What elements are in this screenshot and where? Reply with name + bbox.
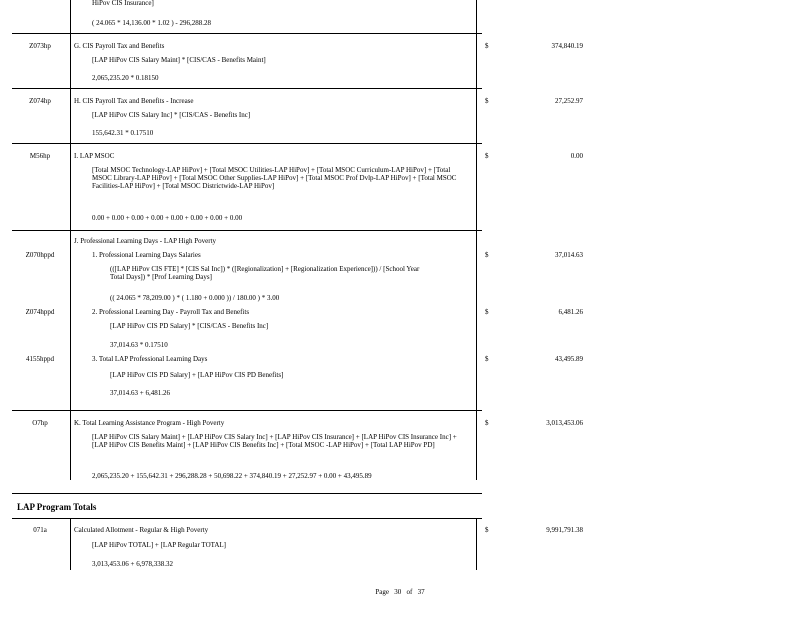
row-divider — [12, 33, 482, 34]
dollar-sign: $ — [485, 152, 489, 160]
row-calc: (( 24.065 * 78,209.00 ) * ( 1.180 + 0.000 )) / 180.00 ) * 3.00 — [110, 294, 280, 302]
column-divider — [70, 0, 71, 480]
row-amount: 374,840.19 — [551, 42, 583, 50]
section-title: J. Professional Learning Days - LAP High Poverty — [74, 237, 217, 245]
row-divider — [12, 88, 482, 89]
dollar-sign: $ — [485, 419, 489, 427]
row-amount: 43,495.89 — [555, 355, 583, 363]
row-title: G. CIS Payroll Tax and Benefits — [74, 42, 165, 50]
row-amount: 37,014.63 — [555, 251, 583, 259]
row-formula: [LAP HiPov CIS PD Salary] * [CIS/CAS - Benefits Inc] — [110, 322, 269, 330]
row-amount: 27,252.97 — [555, 97, 583, 105]
page-label: Page — [375, 588, 389, 596]
row-code: 4155hppd — [26, 355, 54, 363]
row-code: Z073hp — [29, 42, 51, 50]
row-formula: [LAP HiPov TOTAL] + [LAP Regular TOTAL] — [92, 541, 227, 549]
row-code: O7hp — [32, 419, 48, 427]
row-title: 2. Professional Learning Day - Payroll Tax and Benefits — [92, 308, 250, 316]
row-title: 3. Total LAP Professional Learning Days — [92, 355, 208, 363]
row-divider — [12, 493, 482, 494]
row-code: Z074hp — [29, 97, 51, 105]
dollar-sign: $ — [485, 308, 489, 316]
totals-heading: LAP Program Totals — [17, 502, 97, 512]
column-divider — [476, 0, 477, 480]
row-title: H. CIS Payroll Tax and Benefits - Increase — [74, 97, 194, 105]
row-calc: 2,065,235.20 * 0.18150 — [92, 74, 159, 82]
continued-formula: HiPov CIS Insurance] — [92, 0, 154, 7]
dollar-sign: $ — [485, 42, 489, 50]
page-footer — [0, 588, 800, 596]
dollar-sign: $ — [485, 251, 489, 259]
of-label: of — [406, 588, 413, 596]
row-calc: 155,642.31 * 0.17510 — [92, 129, 154, 137]
row-title: Calculated Allotment - Regular & High Poverty — [74, 526, 209, 534]
page-total: 37 — [417, 588, 425, 596]
row-divider — [12, 410, 482, 411]
row-formula: (([LAP HiPov CIS FTE] * [CIS Sal Inc]) * ([Regionalization] + [Regionalization Experience])) / [School Year Total Days]) * [Prof Learning Days] — [110, 265, 420, 281]
row-title: I. LAP MSOC — [74, 152, 115, 160]
row-code: M56hp — [29, 152, 51, 160]
row-calc: 3,013,453.06 + 6,978,338.32 — [92, 560, 173, 568]
dollar-sign: $ — [485, 97, 489, 105]
column-divider — [476, 518, 477, 570]
row-amount: 6,481.26 — [558, 308, 583, 316]
page-number: 30 — [394, 588, 402, 596]
row-code: Z074hppd — [25, 308, 55, 316]
row-amount: 9,991,791.38 — [546, 526, 583, 534]
row-formula: [LAP HiPov CIS Salary Maint] + [LAP HiPov CIS Salary Inc] + [LAP HiPov CIS Insurance] + [LAP HiPov CIS Insurance Inc] + [LAP HiPov CIS Benefits Maint] + [LAP HiPov CIS Benefits Inc] + [Total MSOC -LAP HiPov] + [Total LAP HiPov PD] — [92, 433, 457, 449]
row-amount: 0.00 — [570, 152, 583, 160]
row-formula: [LAP HiPov CIS PD Salary] + [LAP HiPov CIS PD Benefits] — [110, 371, 284, 379]
dollar-sign: $ — [485, 355, 489, 363]
row-amount: 3,013,453.06 — [546, 419, 583, 427]
row-title: 1. Professional Learning Days Salaries — [92, 251, 201, 259]
row-formula: [Total MSOC Technology-LAP HiPov] + [Total MSOC Utilities-LAP HiPov] + [Total MSOC Curriculum-LAP HiPov] + [Total MSOC Library-LAP HiPov] + [Total MSOC Other Supplies-LAP HiPov] + [Total MSOC Prof Dvlp-LAP HiPov] + [Total MSOC Facilities-LAP HiPov] + [Total MSOC Districtwide-LAP HiPov] — [92, 166, 457, 190]
row-title: K. Total Learning Assistance Program - High Poverty — [74, 419, 225, 427]
row-calc: 2,065,235.20 + 155,642.31 + 296,288.28 + 50,698.22 + 374,840.19 + 27,252.97 + 0.00 + 43,495.89 — [92, 472, 372, 480]
dollar-sign: $ — [485, 526, 489, 534]
row-calc: 37,014.63 + 6,481.26 — [110, 389, 170, 397]
continued-calc: ( 24.065 * 14,136.00 * 1.02 ) - 296,288.28 — [92, 19, 211, 27]
row-divider — [12, 230, 482, 231]
row-formula: [LAP HiPov CIS Salary Maint] * [CIS/CAS - Benefits Maint] — [92, 56, 266, 64]
row-calc: 0.00 + 0.00 + 0.00 + 0.00 + 0.00 + 0.00 + 0.00 + 0.00 — [92, 214, 243, 222]
row-code: 071a — [33, 526, 47, 534]
column-divider — [70, 518, 71, 570]
row-formula: [LAP HiPov CIS Salary Inc] * [CIS/CAS - Benefits Inc] — [92, 111, 251, 119]
row-code: Z070hppd — [25, 251, 55, 259]
row-divider — [12, 143, 482, 144]
row-calc: 37,014.63 * 0.17510 — [110, 341, 168, 349]
row-divider — [12, 518, 482, 519]
